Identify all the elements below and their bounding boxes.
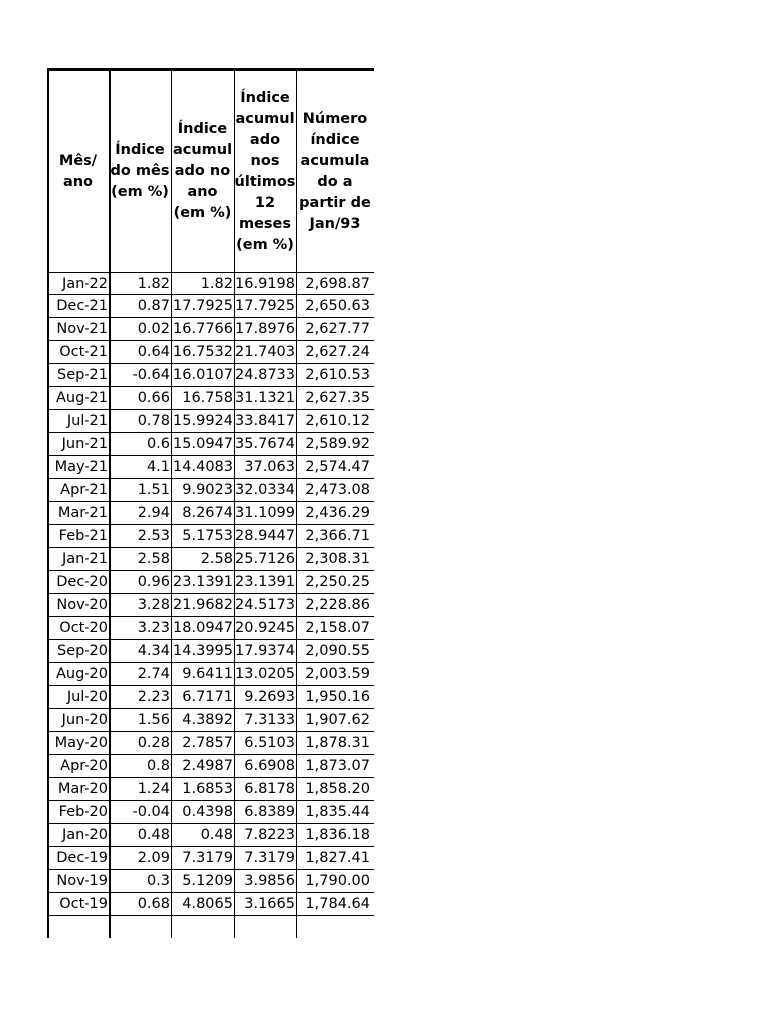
cell-year-accumulated-index: 2.58 bbox=[200, 551, 233, 567]
cell-accumulated-index-number: 2,627.24 bbox=[305, 344, 370, 360]
cell-month-year: Mar-21 bbox=[57, 505, 108, 521]
table-row bbox=[47, 594, 374, 617]
cell-month-year: May-20 bbox=[54, 735, 108, 751]
table-row bbox=[47, 525, 374, 548]
table-row bbox=[47, 755, 374, 778]
cell-12-month-accumulated-index: 25.7126 bbox=[235, 551, 295, 567]
table-row bbox=[47, 502, 374, 525]
cell-monthly-index: 0.66 bbox=[137, 390, 170, 406]
table-row bbox=[47, 295, 374, 318]
cell-accumulated-index-number: 2,627.35 bbox=[305, 390, 370, 406]
table-row bbox=[47, 571, 374, 594]
cell-month-year: Oct-20 bbox=[59, 620, 108, 636]
cell-year-accumulated-index: 0.48 bbox=[200, 827, 233, 843]
cell-accumulated-index-number: 1,836.18 bbox=[305, 827, 370, 843]
table-row bbox=[47, 479, 374, 502]
cell-year-accumulated-index: 15.9924 bbox=[173, 413, 233, 429]
cell-accumulated-index-number: 2,436.29 bbox=[305, 505, 370, 521]
cell-accumulated-index-number: 1,878.31 bbox=[305, 735, 370, 751]
header-12-month-accumulated-index: Índice acumul ado nos últimos 12 meses (em %) bbox=[234, 89, 296, 253]
table-row bbox=[47, 709, 374, 732]
cell-accumulated-index-number: 2,473.08 bbox=[305, 482, 370, 498]
table-row bbox=[47, 456, 374, 479]
cell-year-accumulated-index: 6.7171 bbox=[182, 689, 233, 705]
cell-monthly-index: 0.87 bbox=[137, 298, 170, 314]
header-year-accumulated-index: Índice acumul ado no ano (em %) bbox=[172, 121, 233, 221]
cell-monthly-index: 2.94 bbox=[137, 505, 170, 521]
cell-month-year: Nov-20 bbox=[56, 597, 108, 613]
cell-12-month-accumulated-index: 6.8178 bbox=[244, 781, 295, 797]
cell-12-month-accumulated-index: 6.6908 bbox=[244, 758, 295, 774]
cell-accumulated-index-number: 2,308.31 bbox=[305, 551, 370, 567]
cell-12-month-accumulated-index: 6.8389 bbox=[244, 804, 295, 820]
table-row bbox=[47, 387, 374, 410]
table-row bbox=[47, 617, 374, 640]
cell-12-month-accumulated-index: 32.0334 bbox=[235, 482, 295, 498]
table-row bbox=[47, 410, 374, 433]
cell-year-accumulated-index: 23.1391 bbox=[173, 574, 233, 590]
cell-accumulated-index-number: 2,574.47 bbox=[305, 459, 370, 475]
cell-accumulated-index-number: 2,627.77 bbox=[305, 321, 370, 337]
cell-month-year: Dec-19 bbox=[56, 850, 108, 866]
cell-12-month-accumulated-index: 31.1099 bbox=[235, 505, 295, 521]
grid-line-col2 bbox=[171, 68, 172, 938]
cell-year-accumulated-index: 16.7532 bbox=[173, 344, 233, 360]
cell-monthly-index: 2.74 bbox=[137, 666, 170, 682]
cell-accumulated-index-number: 2,366.71 bbox=[305, 528, 370, 544]
cell-month-year: Jan-20 bbox=[61, 827, 108, 843]
grid-line-col3 bbox=[234, 68, 235, 938]
cell-year-accumulated-index: 1.6853 bbox=[182, 781, 233, 797]
cell-year-accumulated-index: 4.3892 bbox=[182, 712, 233, 728]
cell-12-month-accumulated-index: 7.8223 bbox=[244, 827, 295, 843]
cell-accumulated-index-number: 1,827.41 bbox=[305, 850, 370, 866]
cell-month-year: Nov-21 bbox=[56, 321, 108, 337]
table-row bbox=[47, 663, 374, 686]
cell-monthly-index: 0.64 bbox=[137, 344, 170, 360]
cell-year-accumulated-index: 5.1209 bbox=[182, 873, 233, 889]
cell-month-year: Jul-20 bbox=[66, 689, 108, 705]
cell-year-accumulated-index: 9.9023 bbox=[182, 482, 233, 498]
cell-year-accumulated-index: 0.4398 bbox=[182, 804, 233, 820]
cell-month-year: Sep-20 bbox=[56, 643, 108, 659]
cell-month-year: Apr-20 bbox=[60, 758, 108, 774]
cell-month-year: Apr-21 bbox=[60, 482, 108, 498]
cell-accumulated-index-number: 2,610.12 bbox=[305, 413, 370, 429]
cell-12-month-accumulated-index: 7.3133 bbox=[244, 712, 295, 728]
cell-monthly-index: 0.96 bbox=[137, 574, 170, 590]
cell-month-year: Jun-20 bbox=[61, 712, 108, 728]
cell-month-year: Feb-21 bbox=[58, 528, 108, 544]
table-row bbox=[47, 272, 374, 295]
cell-month-year: Jun-21 bbox=[61, 436, 108, 452]
cell-accumulated-index-number: 2,589.92 bbox=[305, 436, 370, 452]
cell-monthly-index: 4.1 bbox=[146, 459, 170, 475]
table-row bbox=[47, 847, 374, 870]
cell-accumulated-index-number: 2,610.53 bbox=[305, 367, 370, 383]
cell-12-month-accumulated-index: 20.9245 bbox=[235, 620, 295, 636]
cell-month-year: Dec-20 bbox=[56, 574, 108, 590]
cell-12-month-accumulated-index: 31.1321 bbox=[235, 390, 295, 406]
cell-year-accumulated-index: 2.4987 bbox=[182, 758, 233, 774]
cell-month-year: Jul-21 bbox=[66, 413, 108, 429]
cell-accumulated-index-number: 1,835.44 bbox=[305, 804, 370, 820]
cell-12-month-accumulated-index: 24.5173 bbox=[235, 597, 295, 613]
cell-month-year: Nov-19 bbox=[56, 873, 108, 889]
cell-12-month-accumulated-index: 6.5103 bbox=[244, 735, 295, 751]
cell-monthly-index: 0.02 bbox=[137, 321, 170, 337]
cell-12-month-accumulated-index: 3.9856 bbox=[244, 873, 295, 889]
cell-month-year: Aug-21 bbox=[56, 390, 108, 406]
cell-12-month-accumulated-index: 13.0205 bbox=[235, 666, 295, 682]
grid-line-left bbox=[47, 68, 49, 938]
cell-12-month-accumulated-index: 33.8417 bbox=[235, 413, 295, 429]
table-row bbox=[47, 433, 374, 456]
cell-year-accumulated-index: 15.0947 bbox=[173, 436, 233, 452]
cell-monthly-index: -0.64 bbox=[132, 367, 170, 383]
table-header bbox=[47, 68, 374, 272]
cell-year-accumulated-index: 14.3995 bbox=[173, 643, 233, 659]
table-row bbox=[47, 640, 374, 663]
table-row bbox=[47, 318, 374, 341]
cell-monthly-index: 0.28 bbox=[137, 735, 170, 751]
cell-year-accumulated-index: 2.7857 bbox=[182, 735, 233, 751]
cell-12-month-accumulated-index: 7.3179 bbox=[244, 850, 295, 866]
cell-accumulated-index-number: 2,650.63 bbox=[305, 298, 370, 314]
cell-12-month-accumulated-index: 16.9198 bbox=[235, 276, 295, 292]
cell-year-accumulated-index: 4.8065 bbox=[182, 896, 233, 912]
cell-12-month-accumulated-index: 3.1665 bbox=[244, 896, 295, 912]
cell-monthly-index: 0.68 bbox=[137, 896, 170, 912]
cell-12-month-accumulated-index: 21.7403 bbox=[235, 344, 295, 360]
cell-monthly-index: 1.51 bbox=[137, 482, 170, 498]
cell-monthly-index: 0.48 bbox=[137, 827, 170, 843]
cell-accumulated-index-number: 2,228.86 bbox=[305, 597, 370, 613]
cell-monthly-index: -0.04 bbox=[132, 804, 170, 820]
cell-accumulated-index-number: 1,907.62 bbox=[305, 712, 370, 728]
cell-12-month-accumulated-index: 17.7925 bbox=[235, 298, 295, 314]
cell-monthly-index: 3.23 bbox=[137, 620, 170, 636]
header-month-year: Mês/ ano bbox=[58, 152, 98, 190]
cell-year-accumulated-index: 1.82 bbox=[200, 276, 233, 292]
cell-month-year: Sep-21 bbox=[56, 367, 108, 383]
table-row bbox=[47, 801, 374, 824]
cell-accumulated-index-number: 2,250.25 bbox=[305, 574, 370, 590]
cell-12-month-accumulated-index: 17.9374 bbox=[235, 643, 295, 659]
cell-accumulated-index-number: 1,950.16 bbox=[305, 689, 370, 705]
cell-12-month-accumulated-index: 28.9447 bbox=[235, 528, 295, 544]
cell-monthly-index: 4.34 bbox=[137, 643, 170, 659]
table-row bbox=[47, 686, 374, 709]
spreadsheet-table bbox=[47, 68, 374, 940]
cell-year-accumulated-index: 5.1753 bbox=[182, 528, 233, 544]
cell-monthly-index: 2.53 bbox=[137, 528, 170, 544]
cell-month-year: May-21 bbox=[54, 459, 108, 475]
cell-month-year: Dec-21 bbox=[56, 298, 108, 314]
cell-accumulated-index-number: 1,790.00 bbox=[305, 873, 370, 889]
cell-monthly-index: 0.6 bbox=[146, 436, 170, 452]
table-row bbox=[47, 732, 374, 755]
cell-monthly-index: 2.58 bbox=[137, 551, 170, 567]
cell-accumulated-index-number: 1,873.07 bbox=[305, 758, 370, 774]
cell-monthly-index: 0.3 bbox=[146, 873, 170, 889]
cell-12-month-accumulated-index: 24.8733 bbox=[235, 367, 295, 383]
cell-year-accumulated-index: 14.4083 bbox=[173, 459, 233, 475]
header-accumulated-index-number: Número índice acumula do a partir de Jan/93 bbox=[299, 110, 371, 232]
cell-12-month-accumulated-index: 17.8976 bbox=[235, 321, 295, 337]
cell-accumulated-index-number: 1,784.64 bbox=[305, 896, 370, 912]
cell-accumulated-index-number: 1,858.20 bbox=[305, 781, 370, 797]
cell-accumulated-index-number: 2,090.55 bbox=[305, 643, 370, 659]
cell-year-accumulated-index: 21.9682 bbox=[173, 597, 233, 613]
cell-year-accumulated-index: 9.6411 bbox=[182, 666, 233, 682]
cell-accumulated-index-number: 2,003.59 bbox=[305, 666, 370, 682]
grid-line-col1 bbox=[109, 68, 111, 938]
cell-year-accumulated-index: 16.0107 bbox=[173, 367, 233, 383]
cell-year-accumulated-index: 7.3179 bbox=[182, 850, 233, 866]
cell-month-year: Oct-19 bbox=[59, 896, 108, 912]
table-row bbox=[47, 893, 374, 916]
cell-accumulated-index-number: 2,158.07 bbox=[305, 620, 370, 636]
table-row bbox=[47, 824, 374, 847]
cell-12-month-accumulated-index: 35.7674 bbox=[235, 436, 295, 452]
table-row bbox=[47, 364, 374, 387]
cell-year-accumulated-index: 16.7766 bbox=[173, 321, 233, 337]
header-monthly-index: Índice do mês (em %) bbox=[110, 142, 170, 200]
cell-year-accumulated-index: 16.758 bbox=[182, 390, 233, 406]
cell-monthly-index: 2.23 bbox=[137, 689, 170, 705]
cell-month-year: Mar-20 bbox=[57, 781, 108, 797]
cell-month-year: Feb-20 bbox=[58, 804, 108, 820]
table-row bbox=[47, 341, 374, 364]
table-body bbox=[47, 272, 374, 916]
cell-12-month-accumulated-index: 9.2693 bbox=[244, 689, 295, 705]
cell-12-month-accumulated-index: 37.063 bbox=[244, 459, 295, 475]
table-row bbox=[47, 548, 374, 571]
cell-monthly-index: 3.28 bbox=[137, 597, 170, 613]
cell-12-month-accumulated-index: 23.1391 bbox=[235, 574, 295, 590]
cell-monthly-index: 1.56 bbox=[137, 712, 170, 728]
cell-monthly-index: 1.82 bbox=[137, 276, 170, 292]
cell-monthly-index: 1.24 bbox=[137, 781, 170, 797]
cell-month-year: Oct-21 bbox=[59, 344, 108, 360]
cell-month-year: Aug-20 bbox=[56, 666, 108, 682]
cell-month-year: Jan-22 bbox=[61, 276, 108, 292]
table-row bbox=[47, 870, 374, 893]
cell-year-accumulated-index: 18.0947 bbox=[173, 620, 233, 636]
cell-month-year: Jan-21 bbox=[61, 551, 108, 567]
cell-monthly-index: 0.78 bbox=[137, 413, 170, 429]
table-row bbox=[47, 778, 374, 801]
cell-year-accumulated-index: 17.7925 bbox=[173, 298, 233, 314]
cell-accumulated-index-number: 2,698.87 bbox=[305, 276, 370, 292]
grid-line-col4 bbox=[296, 68, 297, 938]
cell-monthly-index: 0.8 bbox=[146, 758, 170, 774]
cell-year-accumulated-index: 8.2674 bbox=[182, 505, 233, 521]
cell-monthly-index: 2.09 bbox=[137, 850, 170, 866]
